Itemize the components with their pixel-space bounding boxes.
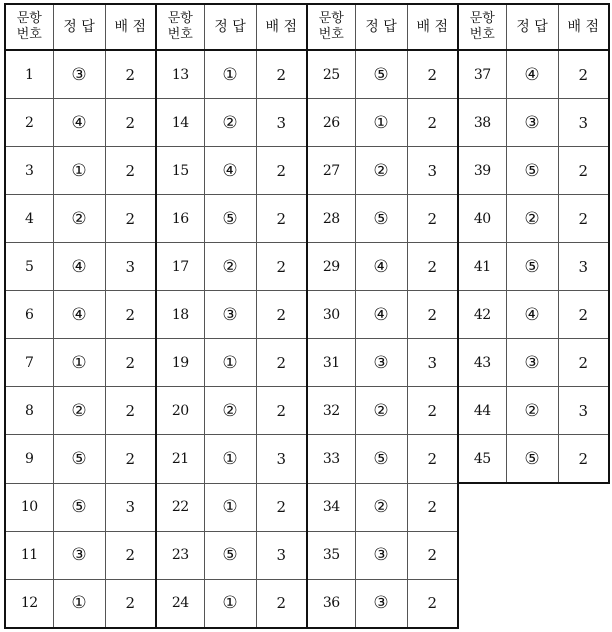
table-row bbox=[5, 99, 609, 147]
points-cell: 2 bbox=[256, 50, 307, 99]
points-cell: 2 bbox=[407, 483, 458, 531]
question-number: 1 bbox=[5, 50, 53, 99]
answer-cell: ⑤ bbox=[355, 195, 407, 243]
question-number: 20 bbox=[156, 387, 204, 435]
question-number: 2 bbox=[5, 99, 53, 147]
points-cell: 2 bbox=[105, 291, 156, 339]
question-number: 8 bbox=[5, 387, 53, 435]
points-cell: 2 bbox=[105, 579, 156, 628]
answer-cell: ① bbox=[204, 435, 256, 484]
question-number: 31 bbox=[307, 339, 355, 387]
answer-cell: ④ bbox=[506, 50, 558, 99]
question-number: 24 bbox=[156, 579, 204, 628]
question-number: 32 bbox=[307, 387, 355, 435]
header-answer: 정 답 bbox=[506, 4, 558, 50]
header-question-number-line2: 번호 bbox=[16, 27, 42, 42]
answer-cell: ④ bbox=[506, 291, 558, 339]
answer-cell: ⑤ bbox=[355, 50, 407, 99]
empty-cell bbox=[558, 483, 609, 531]
question-number: 22 bbox=[156, 483, 204, 531]
points-cell: 2 bbox=[558, 435, 609, 484]
points-cell: 2 bbox=[407, 99, 458, 147]
question-number: 3 bbox=[5, 147, 53, 195]
points-cell: 2 bbox=[558, 291, 609, 339]
table-row bbox=[5, 435, 609, 484]
points-cell: 2 bbox=[256, 339, 307, 387]
answer-cell: ② bbox=[506, 195, 558, 243]
header-question-number-line2: 번호 bbox=[318, 27, 344, 42]
answer-cell: ④ bbox=[53, 291, 105, 339]
points-cell: 3 bbox=[558, 99, 609, 147]
answer-cell: ② bbox=[355, 147, 407, 195]
header-question-number bbox=[5, 4, 53, 50]
answer-cell: ③ bbox=[355, 579, 407, 628]
points-cell: 2 bbox=[105, 195, 156, 243]
answer-cell: ③ bbox=[506, 339, 558, 387]
answer-cell: ② bbox=[53, 195, 105, 243]
empty-cell bbox=[458, 531, 506, 579]
answer-cell: ④ bbox=[53, 243, 105, 291]
empty-cell bbox=[558, 579, 609, 628]
answer-cell: ③ bbox=[204, 291, 256, 339]
answer-key-table bbox=[4, 3, 610, 629]
points-cell: 2 bbox=[105, 99, 156, 147]
question-number: 16 bbox=[156, 195, 204, 243]
table-row bbox=[5, 387, 609, 435]
question-number: 11 bbox=[5, 531, 53, 579]
question-number: 35 bbox=[307, 531, 355, 579]
question-number: 12 bbox=[5, 579, 53, 628]
question-number: 40 bbox=[458, 195, 506, 243]
table-row bbox=[5, 195, 609, 243]
empty-cell bbox=[506, 531, 558, 579]
question-number: 9 bbox=[5, 435, 53, 484]
header-question-number bbox=[458, 4, 506, 50]
points-cell: 2 bbox=[256, 147, 307, 195]
answer-cell: ⑤ bbox=[204, 195, 256, 243]
answer-key-body bbox=[5, 50, 609, 628]
table-row bbox=[5, 243, 609, 291]
points-cell: 2 bbox=[558, 147, 609, 195]
points-cell: 2 bbox=[256, 483, 307, 531]
points-cell: 3 bbox=[558, 387, 609, 435]
table-row bbox=[5, 291, 609, 339]
points-cell: 2 bbox=[407, 291, 458, 339]
points-cell: 3 bbox=[256, 435, 307, 484]
points-cell: 2 bbox=[105, 387, 156, 435]
question-number: 43 bbox=[458, 339, 506, 387]
points-cell: 2 bbox=[407, 387, 458, 435]
points-cell: 2 bbox=[407, 50, 458, 99]
question-number: 41 bbox=[458, 243, 506, 291]
points-cell: 2 bbox=[558, 339, 609, 387]
answer-cell: ⑤ bbox=[204, 531, 256, 579]
question-number: 4 bbox=[5, 195, 53, 243]
question-number: 45 bbox=[458, 435, 506, 484]
empty-cell bbox=[558, 531, 609, 579]
points-cell: 2 bbox=[105, 435, 156, 484]
header-answer: 정 답 bbox=[204, 4, 256, 50]
answer-cell: ③ bbox=[506, 99, 558, 147]
answer-cell: ③ bbox=[355, 531, 407, 579]
points-cell: 2 bbox=[407, 195, 458, 243]
question-number: 18 bbox=[156, 291, 204, 339]
points-cell: 2 bbox=[105, 147, 156, 195]
header-answer: 정 답 bbox=[53, 4, 105, 50]
answer-cell: ① bbox=[204, 483, 256, 531]
table-row bbox=[5, 147, 609, 195]
table-row bbox=[5, 483, 609, 531]
points-cell: 3 bbox=[105, 483, 156, 531]
answer-cell: ③ bbox=[53, 50, 105, 99]
question-number: 29 bbox=[307, 243, 355, 291]
answer-cell: ⑤ bbox=[355, 435, 407, 484]
question-number: 10 bbox=[5, 483, 53, 531]
answer-cell: ⑤ bbox=[506, 147, 558, 195]
points-cell: 2 bbox=[256, 387, 307, 435]
header-question-number-line1: 문항 bbox=[16, 11, 42, 26]
empty-cell bbox=[506, 579, 558, 628]
question-number: 14 bbox=[156, 99, 204, 147]
header-row bbox=[5, 4, 609, 50]
answer-cell: ② bbox=[355, 387, 407, 435]
points-cell: 3 bbox=[105, 243, 156, 291]
answer-cell: ① bbox=[204, 579, 256, 628]
question-number: 23 bbox=[156, 531, 204, 579]
points-cell: 2 bbox=[256, 291, 307, 339]
answer-cell: ① bbox=[355, 99, 407, 147]
table-row bbox=[5, 579, 609, 628]
header-question-number-line1: 문항 bbox=[318, 11, 344, 26]
answer-cell: ① bbox=[204, 50, 256, 99]
header-question-number bbox=[156, 4, 204, 50]
question-number: 13 bbox=[156, 50, 204, 99]
points-cell: 2 bbox=[105, 531, 156, 579]
answer-cell: ① bbox=[204, 339, 256, 387]
header-answer: 정 답 bbox=[355, 4, 407, 50]
header-points: 배 점 bbox=[407, 4, 458, 50]
question-number: 25 bbox=[307, 50, 355, 99]
question-number: 44 bbox=[458, 387, 506, 435]
question-number: 17 bbox=[156, 243, 204, 291]
question-number: 33 bbox=[307, 435, 355, 484]
points-cell: 2 bbox=[105, 50, 156, 99]
answer-cell: ④ bbox=[355, 291, 407, 339]
header-question-number-line1: 문항 bbox=[469, 11, 495, 26]
header-points: 배 점 bbox=[256, 4, 307, 50]
question-number: 7 bbox=[5, 339, 53, 387]
answer-cell: ⑤ bbox=[506, 435, 558, 484]
header-question-number-line2: 번호 bbox=[469, 27, 495, 42]
points-cell: 3 bbox=[407, 147, 458, 195]
answer-cell: ④ bbox=[355, 243, 407, 291]
question-number: 34 bbox=[307, 483, 355, 531]
question-number: 6 bbox=[5, 291, 53, 339]
question-number: 30 bbox=[307, 291, 355, 339]
points-cell: 2 bbox=[256, 579, 307, 628]
points-cell: 2 bbox=[407, 243, 458, 291]
points-cell: 3 bbox=[256, 531, 307, 579]
answer-cell: ① bbox=[53, 147, 105, 195]
table-row bbox=[5, 339, 609, 387]
table-row bbox=[5, 531, 609, 579]
header-points: 배 점 bbox=[105, 4, 156, 50]
points-cell: 3 bbox=[407, 339, 458, 387]
header-points: 배 점 bbox=[558, 4, 609, 50]
points-cell: 3 bbox=[256, 99, 307, 147]
question-number: 36 bbox=[307, 579, 355, 628]
header-question-number-line1: 문항 bbox=[167, 11, 193, 26]
answer-cell: ① bbox=[53, 579, 105, 628]
points-cell: 2 bbox=[105, 339, 156, 387]
header-question-number bbox=[307, 4, 355, 50]
answer-cell: ② bbox=[204, 387, 256, 435]
answer-cell: ② bbox=[355, 483, 407, 531]
points-cell: 2 bbox=[407, 579, 458, 628]
answer-cell: ⑤ bbox=[53, 435, 105, 484]
question-number: 42 bbox=[458, 291, 506, 339]
empty-cell bbox=[458, 483, 506, 531]
points-cell: 2 bbox=[256, 243, 307, 291]
answer-cell: ③ bbox=[355, 339, 407, 387]
points-cell: 2 bbox=[407, 435, 458, 484]
question-number: 19 bbox=[156, 339, 204, 387]
answer-cell: ③ bbox=[53, 531, 105, 579]
question-number: 21 bbox=[156, 435, 204, 484]
points-cell: 2 bbox=[558, 195, 609, 243]
answer-cell: ⑤ bbox=[53, 483, 105, 531]
answer-cell: ② bbox=[53, 387, 105, 435]
points-cell: 3 bbox=[558, 243, 609, 291]
question-number: 15 bbox=[156, 147, 204, 195]
answer-cell: ④ bbox=[204, 147, 256, 195]
answer-cell: ① bbox=[53, 339, 105, 387]
points-cell: 2 bbox=[256, 195, 307, 243]
empty-cell bbox=[458, 579, 506, 628]
question-number: 28 bbox=[307, 195, 355, 243]
empty-cell bbox=[506, 483, 558, 531]
answer-cell: ② bbox=[204, 99, 256, 147]
question-number: 37 bbox=[458, 50, 506, 99]
table-row bbox=[5, 50, 609, 99]
question-number: 26 bbox=[307, 99, 355, 147]
answer-cell: ⑤ bbox=[506, 243, 558, 291]
question-number: 38 bbox=[458, 99, 506, 147]
answer-cell: ② bbox=[204, 243, 256, 291]
points-cell: 2 bbox=[407, 531, 458, 579]
question-number: 39 bbox=[458, 147, 506, 195]
answer-cell: ④ bbox=[53, 99, 105, 147]
answer-cell: ② bbox=[506, 387, 558, 435]
points-cell: 2 bbox=[558, 50, 609, 99]
header-question-number-line2: 번호 bbox=[167, 27, 193, 42]
question-number: 27 bbox=[307, 147, 355, 195]
question-number: 5 bbox=[5, 243, 53, 291]
